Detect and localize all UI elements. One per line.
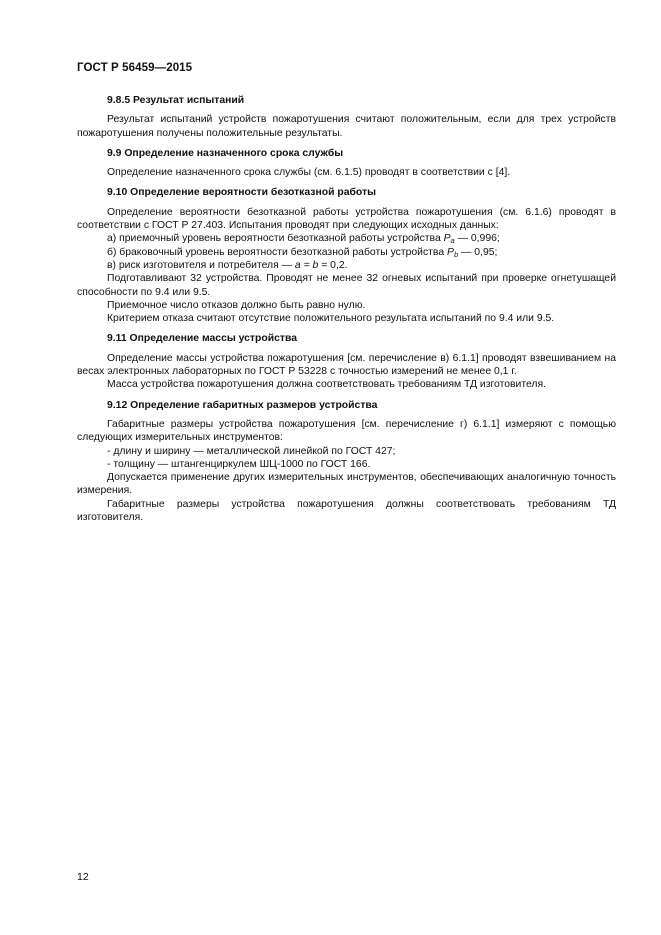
document-body [77, 94, 616, 524]
section-heading-9-8-5: 9.8.5 Результат испытаний [107, 95, 245, 106]
formula: a = b [294, 259, 319, 271]
paragraph: Результат испытаний устройств пожаротушения считают положительным, если для трех устройств пожаротушения получены положительные результаты. [77, 114, 616, 139]
document-code-header: ГОСТ Р 56459—2015 [77, 62, 193, 74]
dash-list-item: - длину и ширину — металлической линейкой по ГОСТ 427; [107, 445, 396, 457]
list-item-value: = 0,2. [318, 259, 348, 271]
paragraph: Масса устройства пожаротушения должна соответствовать требованиям ТД изготовителя. [107, 379, 546, 391]
paragraph: Габаритные размеры устройства пожаротушения [см. перечисление г) 6.1.1] измеряют с помощью следующих измерительных инструментов: [77, 418, 616, 444]
paragraph: Определение вероятности безотказной работы устройства пожаротушения (см. 6.1.6) проводят в соответствии с ГОСТ Р 27.403. Испытания проводят при следующих исходных данных: [77, 206, 616, 232]
list-item-text: а) приемочный уровень вероятности безотказной работы устройства [107, 233, 444, 245]
paragraph: Определение назначенного срока службы (см. 6.1.5) проводят в соответствии с [4]. [107, 167, 511, 179]
paragraph: Приемочное число отказов должно быть равно нулю. [107, 299, 366, 311]
list-item-value: — 0,95; [458, 246, 498, 258]
page-number: 12 [77, 871, 89, 883]
list-item-c [77, 259, 616, 272]
formula-subscript: b [453, 249, 459, 259]
paragraph: Критерием отказа считают отсутствие положительного результата испытаний по 9.4 или 9.5. [107, 313, 555, 325]
section-heading-9-11: 9.11 Определение массы устройства [107, 333, 297, 345]
formula-subscript: a [450, 236, 455, 246]
section-heading-9-9: 9.9 Определение назначенного срока службы [107, 147, 344, 159]
paragraph: Подготавливают 32 устройства. Проводят не менее 32 огневых испытаний при проверке огнетушащей способности по 9.4 или 9.5. [77, 273, 616, 298]
paragraph: Определение массы устройства пожаротушения [см. перечисление в) 6.1.1] проводят взвешиванием на весах электронных лабораторных по ГОСТ Р 53228 с точностью измерений не менее 0,1 г. [77, 352, 616, 378]
formula-symbol: P [443, 233, 451, 245]
list-item-b [77, 246, 616, 259]
list-item-a [77, 232, 616, 245]
section-heading-9-10: 9.10 Определение вероятности безотказной работы [107, 187, 376, 199]
dash-list-item: - толщину — штангенциркулем ШЦ-1000 по ГОСТ 166. [107, 458, 371, 470]
list-item-value: — 0,996; [454, 233, 500, 245]
formula-symbol: P [447, 246, 454, 258]
section-heading-9-12: 9.12 Определение габаритных размеров устройства [107, 399, 378, 411]
paragraph: Допускается применение других измерительных инструментов, обеспечивающих аналогичную точность измерения. [77, 472, 616, 497]
paragraph: Габаритные размеры устройства пожаротушения должны соответствовать требованиям ТД изготовителя. [77, 498, 616, 524]
list-item-text: в) риск изготовителя и потребителя — [107, 259, 295, 271]
list-item-text: б) браковочный уровень вероятности безотказной работы устройства [107, 246, 447, 258]
